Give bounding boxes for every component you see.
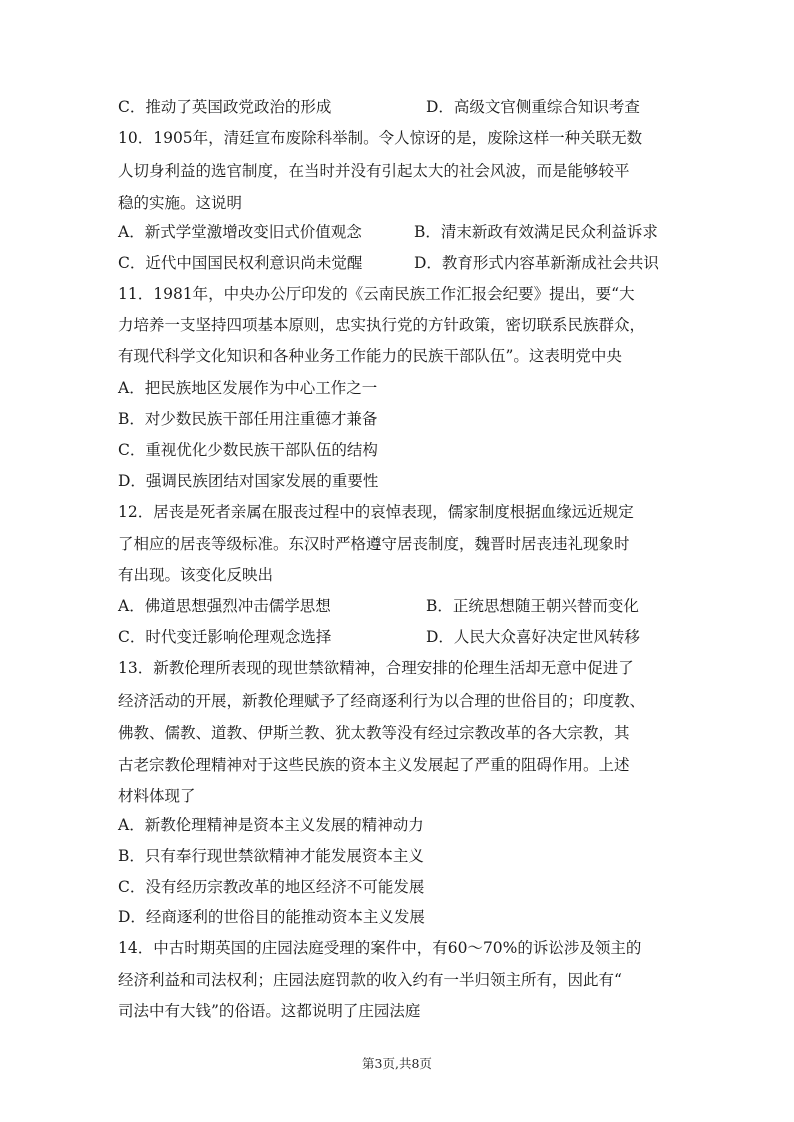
q11-stem-line-2: 力培养一支坚持四项基本原则，忠实执行党的方针政策，密切联系民族群众， [118,316,646,334]
q11-option-a: A．把民族地区发展作为中心工作之一 [118,379,378,397]
q10-stem-line-3: 稳的实施。这说明 [118,194,243,212]
q13-option-c: C．没有经历宗教改革的地区经济不可能发展 [118,878,425,896]
q12-option-a: A．佛道思想强烈冲击儒学思想 [118,597,331,615]
q13-option-b: B．只有奉行现世禁欲精神才能发展资本主义 [118,847,424,865]
q10-option-b: B．清末新政有效满足民众利益诉求 [414,223,658,241]
q13-option-d: D．经商逐利的世俗目的能推动资本主义发展 [118,908,425,926]
q13-stem-line-1: 13．新教伦理所表现的现世禁欲精神，合理安排的伦理生活却无意中促进了 [118,659,634,677]
q11-stem-line-1: 11．1981年，中央办公厅印发的《云南民族工作汇报会纪要》提出，要“大 [118,285,635,303]
q13-option-a: A．新教伦理精神是资本主义发展的精神动力 [118,816,424,834]
q12-option-d: D．人民大众喜好决定世风转移 [426,628,640,646]
q10-stem-line-2: 人切身利益的选官制度，在当时并没有引起太大的社会风波，而是能够较平 [118,162,630,180]
page-number: 第3页,共8页 [362,1056,432,1071]
q11-option-d: D．强调民族团结对国家发展的重要性 [118,472,379,490]
q13-stem-line-2: 经济活动的开展，新教伦理赋予了经商逐利行为以合理的世俗目的；印度教、 [118,692,646,710]
q13-stem-line-3: 佛教、儒教、道教、伊斯兰教、犹太教等没有经过宗教改革的各大宗教，其 [118,724,630,742]
q9-option-c: C．推动了英国政党政治的形成 [118,98,332,116]
q10-option-d: D．教育形式内容革新渐成社会共识 [414,254,659,272]
q12-stem-line-1: 12．居丧是死者亲属在服丧过程中的哀悼表现，儒家制度根据血缘远近规定 [118,503,634,521]
q14-stem-line-1: 14．中古时期英国的庄园法庭受理的案件中，有60～70%的诉讼涉及领主的 [118,939,642,957]
q10-stem-line-1: 10．1905年，清廷宣布废除科举制。令人惊讶的是，废除这样一种关联无数 [118,129,643,147]
q9-option-d: D．高级文官侧重综合知识考查 [426,98,640,116]
q11-option-c: C．重视优化少数民族干部队伍的结构 [118,441,378,459]
q11-stem-line-3: 有现代科学文化知识和各种业务工作能力的民族干部队伍”。这表明党中央 [118,347,622,365]
q14-stem-line-3: 司法中有大钱”的俗语。这都说明了庄园法庭 [118,1002,421,1020]
q11-option-b: B．对少数民族干部任用注重德才兼备 [118,410,378,428]
q13-stem-line-4: 古老宗教伦理精神对于这些民族的资本主义发展起了严重的阻碍作用。上述 [118,756,630,774]
q10-option-c: C．近代中国国民权利意识尚未觉醒 [118,254,363,272]
q12-option-b: B．正统思想随王朝兴替而变化 [426,597,639,615]
q12-stem-line-2: 了相应的居丧等级标准。东汉时严格遵守居丧制度，魏晋时居丧违礼现象时 [118,535,630,553]
q12-stem-line-3: 有出现。该变化反映出 [118,566,274,584]
q12-option-c: C．时代变迁影响伦理观念选择 [118,628,332,646]
q14-stem-line-2: 经济利益和司法权利；庄园法庭罚款的收入约有一半归领主所有，因此有“ [118,971,622,989]
q13-stem-line-5: 材料体现了 [118,787,196,805]
q10-option-a: A．新式学堂激增改变旧式价值观念 [118,223,362,241]
